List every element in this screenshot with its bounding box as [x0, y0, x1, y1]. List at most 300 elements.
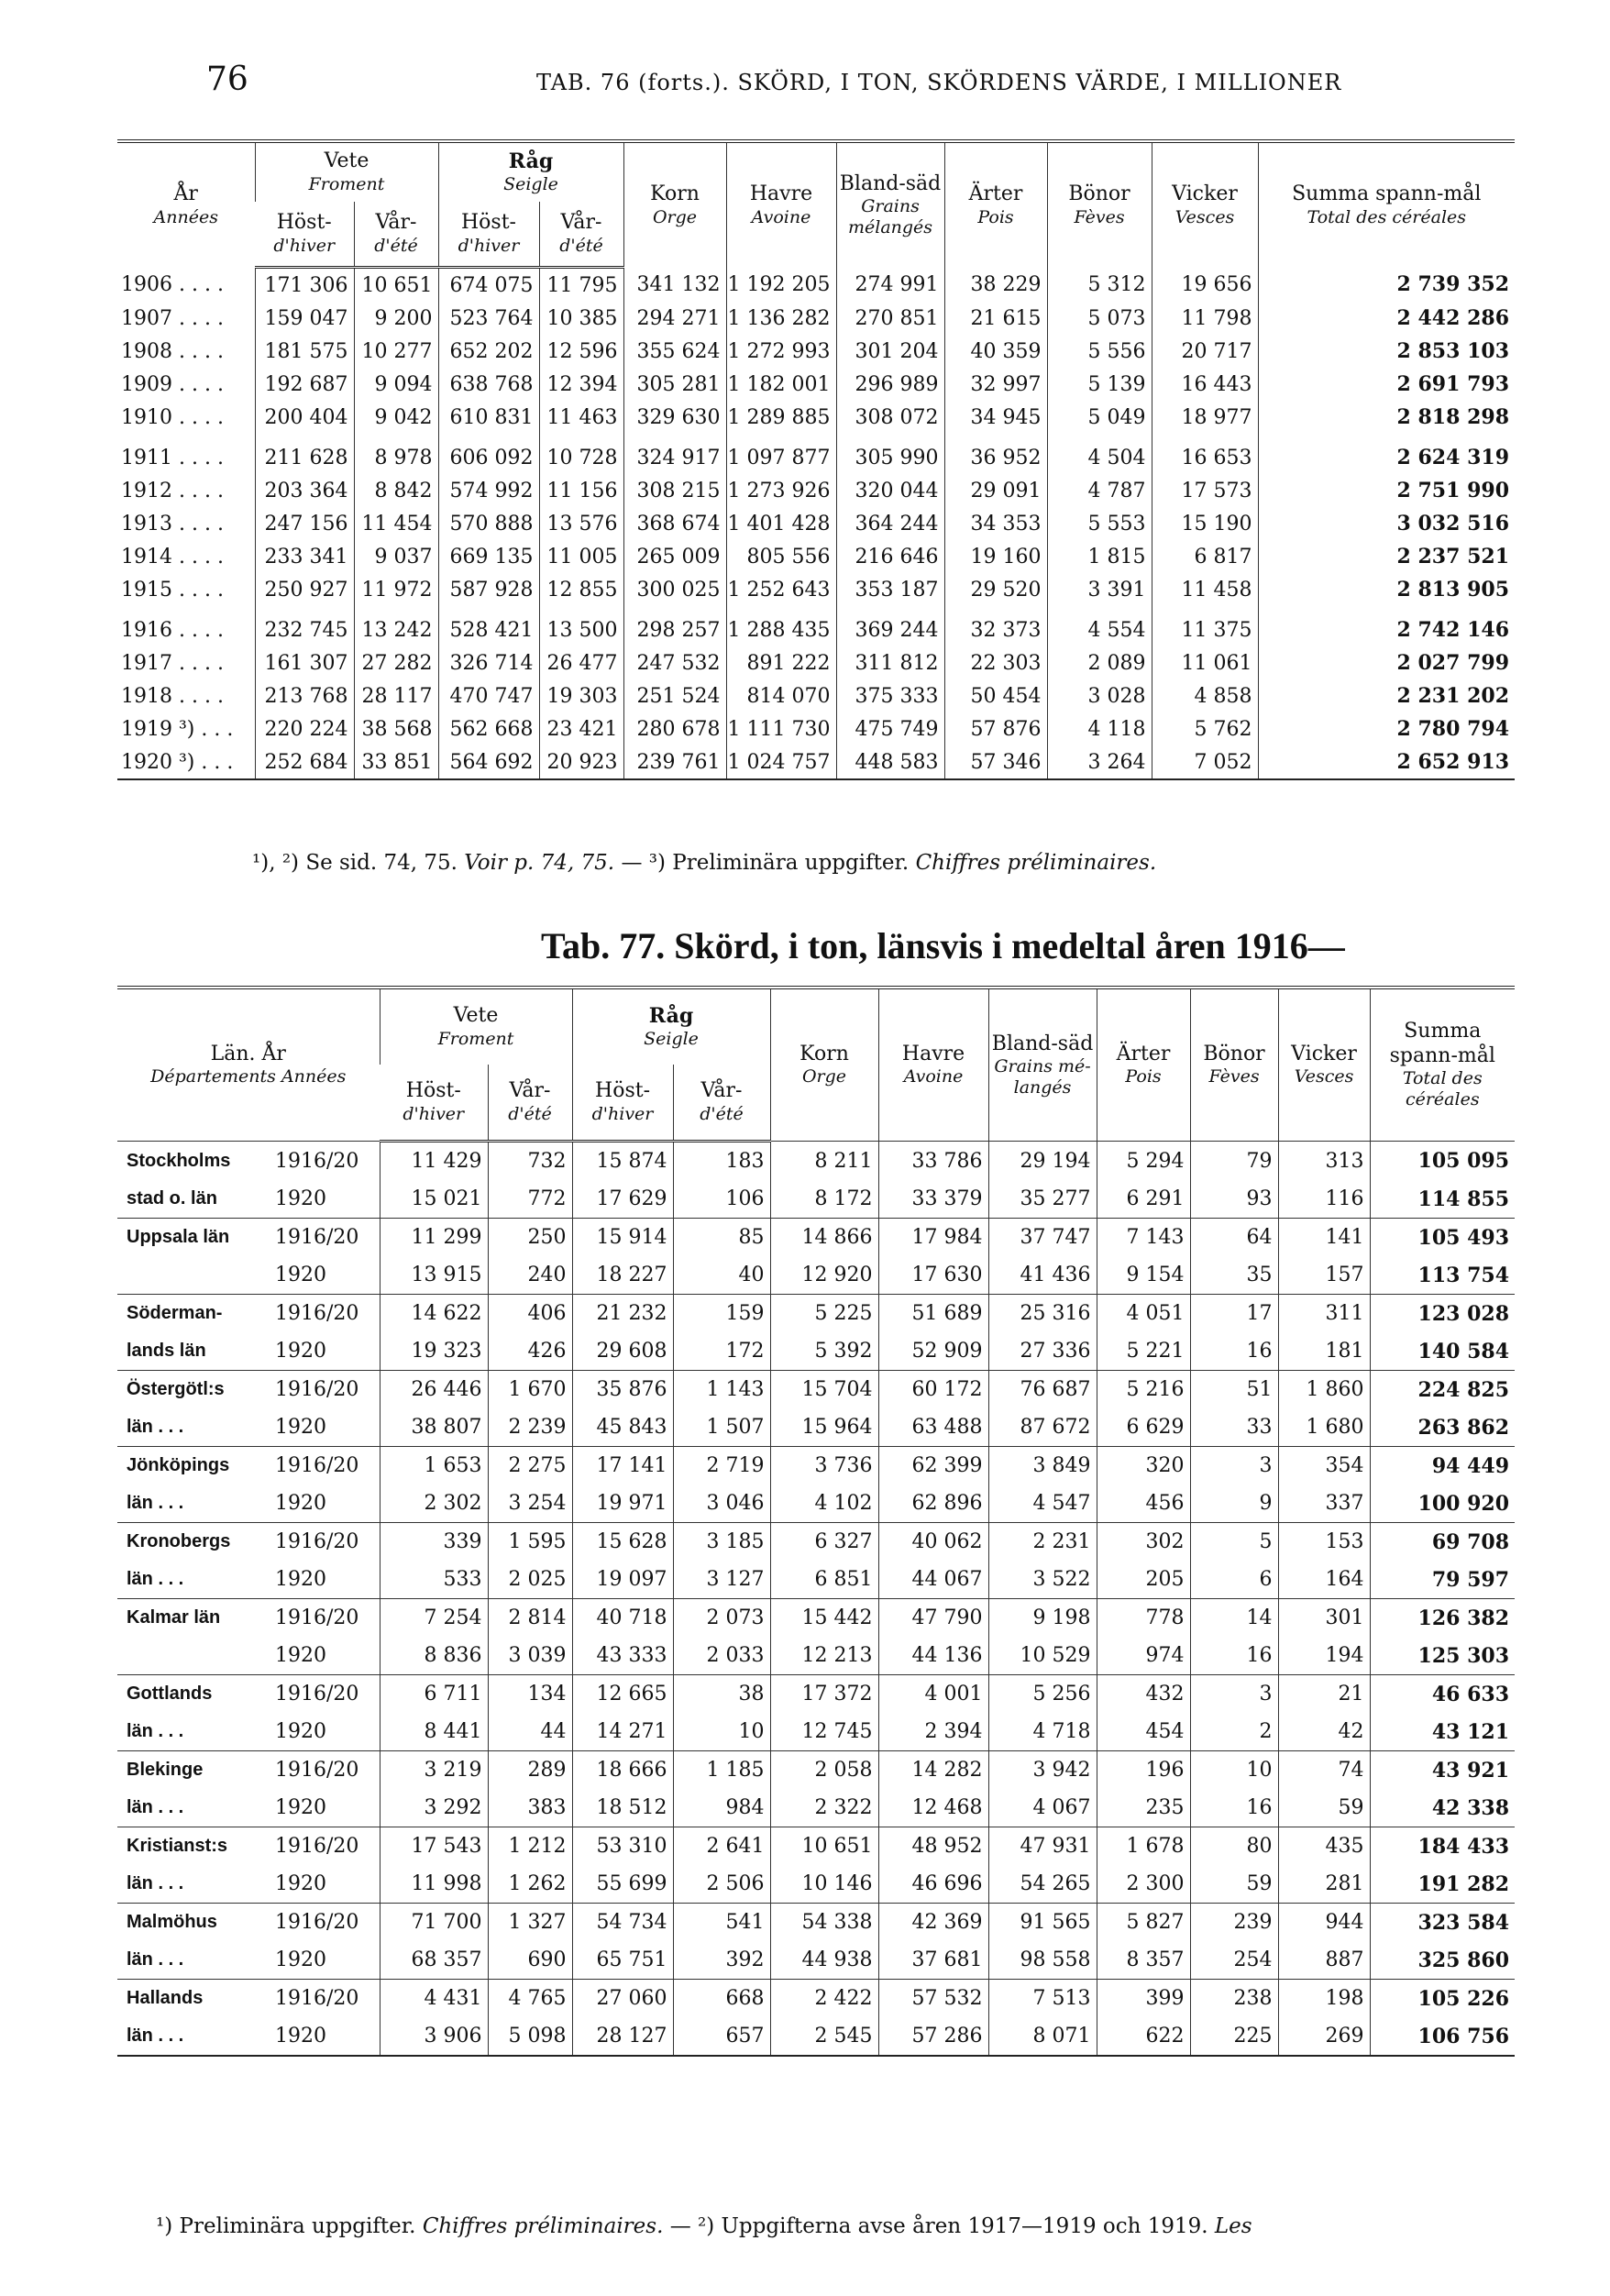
table-cell: 2 813 905 — [1258, 573, 1515, 606]
row-period: 1916/20 — [271, 1675, 380, 1714]
col-summa: Summa spann-mål Total des céréales — [1370, 988, 1515, 1142]
table-cell: 5 553 — [1047, 507, 1152, 540]
row-period: 1916/20 — [271, 1980, 380, 2018]
region-name: län . . . — [127, 1949, 184, 1970]
table-cell: 17 984 — [878, 1219, 988, 1257]
table-cell: 326 714 — [438, 646, 539, 679]
table-cell: 36 952 — [944, 434, 1047, 474]
table-cell: 587 928 — [438, 573, 539, 606]
region-name: lands län — [127, 1341, 206, 1361]
row-period: 1916/20 — [271, 1827, 380, 1866]
table-77-body — [117, 1142, 1515, 2057]
table-cell: 35 277 — [988, 1180, 1097, 1219]
table-cell: 57 286 — [878, 2017, 988, 2056]
table-cell: 19 323 — [380, 1332, 488, 1371]
table-cell: 68 357 — [380, 1941, 488, 1980]
table-cell: 44 938 — [770, 1941, 878, 1980]
table-cell: 94 449 — [1370, 1447, 1515, 1485]
table-77-title: Tab. 77. Skörd, i ton, länsvis i medeltal åren 1916— — [541, 925, 1345, 966]
table-cell: 183 — [673, 1142, 770, 1181]
table-cell: 1 670 — [488, 1371, 572, 1409]
region-name: Malmöhus — [117, 1904, 271, 1942]
table-row — [117, 1142, 1515, 1181]
table-cell: 71 700 — [380, 1904, 488, 1942]
table-cell: 51 689 — [878, 1295, 988, 1333]
table-cell: 383 — [488, 1789, 572, 1827]
table-cell: 254 — [1190, 1941, 1278, 1980]
table-cell: 105 493 — [1370, 1219, 1515, 1257]
table-cell: 944 — [1278, 1904, 1370, 1942]
table-cell: 33 786 — [878, 1142, 988, 1181]
table-cell: 14 282 — [878, 1751, 988, 1790]
table-cell: 305 281 — [623, 368, 726, 401]
table-cell: 153 — [1278, 1523, 1370, 1562]
table-cell: 47 790 — [878, 1599, 988, 1638]
table-cell: 528 421 — [438, 606, 539, 646]
table-cell: 233 341 — [255, 540, 354, 573]
table-cell: 27 282 — [354, 646, 438, 679]
table-cell: 63 488 — [878, 1408, 988, 1447]
table-cell: 11 463 — [539, 401, 623, 434]
table-cell: 2 742 146 — [1258, 606, 1515, 646]
table-cell: 52 909 — [878, 1332, 988, 1371]
table-cell: 4 718 — [988, 1713, 1097, 1751]
table-cell: 192 687 — [255, 368, 354, 401]
table-cell: 87 672 — [988, 1408, 1097, 1447]
table-cell: 17 — [1190, 1295, 1278, 1333]
table-row — [117, 1637, 1515, 1675]
region-name: Kalmar län — [117, 1599, 271, 1638]
table-cell: 974 — [1097, 1637, 1190, 1675]
table-cell: 1 401 428 — [726, 507, 836, 540]
table-row — [117, 540, 1515, 573]
table-cell: 2 033 — [673, 1637, 770, 1675]
table-cell: 7 143 — [1097, 1219, 1190, 1257]
table-cell: 251 524 — [623, 679, 726, 712]
table-cell: 4 787 — [1047, 474, 1152, 507]
table-cell: 11 795 — [539, 268, 623, 303]
table-cell: 574 992 — [438, 474, 539, 507]
row-period: 1916/20 — [271, 1599, 380, 1638]
table-cell: 329 630 — [623, 401, 726, 434]
row-year: 1911 . . . . — [121, 446, 224, 469]
table-cell: 1 262 — [488, 1865, 572, 1904]
table-cell: 181 575 — [255, 335, 354, 368]
table-cell: 12 665 — [572, 1675, 673, 1714]
table-cell: 2 089 — [1047, 646, 1152, 679]
table-cell: 1 327 — [488, 1904, 572, 1942]
table-cell: 17 543 — [380, 1827, 488, 1866]
table-cell: 313 — [1278, 1142, 1370, 1181]
table-cell: 38 229 — [944, 268, 1047, 303]
row-year: 1906 . . . . — [121, 272, 224, 296]
table-cell: 140 584 — [1370, 1332, 1515, 1371]
table-cell: 114 855 — [1370, 1180, 1515, 1219]
table-cell: 1 678 — [1097, 1827, 1190, 1866]
table-cell: 1 595 — [488, 1523, 572, 1562]
table-cell: 3 264 — [1047, 745, 1152, 779]
table-row — [117, 335, 1515, 368]
table-cell: 42 369 — [878, 1904, 988, 1942]
table-cell: 5 312 — [1047, 268, 1152, 303]
table-cell: 93 — [1190, 1180, 1278, 1219]
col-vete-var: Vår- d'été — [488, 1065, 572, 1142]
region-name: län . . . — [127, 1721, 184, 1741]
table-cell: 564 692 — [438, 745, 539, 779]
table-cell: 2 506 — [673, 1865, 770, 1904]
col-bonor: Bönor Fèves — [1047, 141, 1152, 268]
table-cell: 12 855 — [539, 573, 623, 606]
table-cell: 211 628 — [255, 434, 354, 474]
table-cell: 8 836 — [380, 1637, 488, 1675]
table-cell: 4 504 — [1047, 434, 1152, 474]
table-cell: 11 454 — [354, 507, 438, 540]
table-cell: 339 — [380, 1523, 488, 1562]
row-period: 1916/20 — [271, 1751, 380, 1790]
table-cell: 64 — [1190, 1219, 1278, 1257]
row-year: 1912 . . . . — [121, 479, 224, 502]
table-cell: 3 906 — [380, 2017, 488, 2056]
table-cell: 53 310 — [572, 1827, 673, 1866]
table-cell: 2 641 — [673, 1827, 770, 1866]
table-cell: 28 117 — [354, 679, 438, 712]
table-cell: 3 185 — [673, 1523, 770, 1562]
table-cell: 1 143 — [673, 1371, 770, 1409]
table-cell: 308 215 — [623, 474, 726, 507]
table-row — [117, 1523, 1515, 1562]
table-cell: 13 576 — [539, 507, 623, 540]
table-cell: 1 273 926 — [726, 474, 836, 507]
table-cell: 11 005 — [539, 540, 623, 573]
table-cell: 669 135 — [438, 540, 539, 573]
table-cell: 10 651 — [770, 1827, 878, 1866]
table-cell: 54 265 — [988, 1865, 1097, 1904]
table-cell: 59 — [1190, 1865, 1278, 1904]
table-cell: 203 364 — [255, 474, 354, 507]
table-cell: 448 583 — [836, 745, 944, 779]
table-cell: 100 920 — [1370, 1485, 1515, 1523]
table-cell: 196 — [1097, 1751, 1190, 1790]
table-cell: 270 851 — [836, 302, 944, 335]
table-cell: 34 353 — [944, 507, 1047, 540]
table-cell: 38 — [673, 1675, 770, 1714]
table-cell: 41 436 — [988, 1256, 1097, 1295]
table-cell: 29 520 — [944, 573, 1047, 606]
table-row — [117, 712, 1515, 745]
table-cell: 2 814 — [488, 1599, 572, 1638]
table-cell: 274 991 — [836, 268, 944, 303]
col-havre: Havre Avoine — [878, 988, 988, 1142]
table-cell: 1 289 885 — [726, 401, 836, 434]
region-name: Blekinge — [117, 1751, 271, 1790]
table-row — [117, 1751, 1515, 1790]
table-cell: 164 — [1278, 1561, 1370, 1599]
table-cell: 606 092 — [438, 434, 539, 474]
table-cell: 21 615 — [944, 302, 1047, 335]
table-cell: 252 684 — [255, 745, 354, 779]
col-bonor: Bönor Fèves — [1190, 988, 1278, 1142]
region-name: län . . . — [127, 1493, 184, 1513]
row-year: 1910 . . . . — [121, 405, 224, 429]
table-cell: 364 244 — [836, 507, 944, 540]
table-row — [117, 368, 1515, 401]
table-cell: 42 — [1278, 1713, 1370, 1751]
table-cell: 37 681 — [878, 1941, 988, 1980]
table-77 — [117, 986, 1515, 2057]
table-cell: 11 429 — [380, 1142, 488, 1181]
table-cell: 9 200 — [354, 302, 438, 335]
row-period: 1920 — [275, 1568, 326, 1591]
table-cell: 54 734 — [572, 1904, 673, 1942]
table-cell: 29 194 — [988, 1142, 1097, 1181]
table-cell: 353 187 — [836, 573, 944, 606]
table-cell: 55 699 — [572, 1865, 673, 1904]
table-cell: 355 624 — [623, 335, 726, 368]
table-cell: 325 860 — [1370, 1941, 1515, 1980]
table-cell: 3 254 — [488, 1485, 572, 1523]
table-cell: 3 391 — [1047, 573, 1152, 606]
table-row — [117, 474, 1515, 507]
table-row — [117, 1941, 1515, 1980]
table-cell: 220 224 — [255, 712, 354, 745]
table-cell: 44 067 — [878, 1561, 988, 1599]
table-cell: 8 978 — [354, 434, 438, 474]
table-cell: 116 — [1278, 1180, 1370, 1219]
table-cell: 805 556 — [726, 540, 836, 573]
table-cell: 2 751 990 — [1258, 474, 1515, 507]
table-cell: 263 862 — [1370, 1408, 1515, 1447]
table-cell: 29 608 — [572, 1332, 673, 1371]
table-cell: 33 — [1190, 1408, 1278, 1447]
table-cell: 533 — [380, 1561, 488, 1599]
region-name: län . . . — [127, 1569, 184, 1589]
table-cell: 3 849 — [988, 1447, 1097, 1485]
table-cell: 8 071 — [988, 2017, 1097, 2056]
table-cell: 6 327 — [770, 1523, 878, 1562]
table-cell: 14 866 — [770, 1219, 878, 1257]
table-cell: 6 291 — [1097, 1180, 1190, 1219]
table-cell: 5 — [1190, 1523, 1278, 1562]
table-cell: 10 — [1190, 1751, 1278, 1790]
table-cell: 1 272 993 — [726, 335, 836, 368]
table-cell: 181 — [1278, 1332, 1370, 1371]
table-cell: 10 529 — [988, 1637, 1097, 1675]
row-period: 1920 — [275, 1948, 326, 1971]
col-vete-host: Höst- d'hiver — [255, 202, 354, 268]
table-cell: 11 156 — [539, 474, 623, 507]
table-row — [117, 1219, 1515, 1257]
row-period: 1920 — [275, 2025, 326, 2048]
table-cell: 2 394 — [878, 1713, 988, 1751]
table-cell: 125 303 — [1370, 1637, 1515, 1675]
region-name — [117, 1637, 271, 1675]
table-row — [117, 1447, 1515, 1485]
row-year: 1913 . . . . — [121, 512, 224, 535]
row-period: 1920 — [275, 1644, 326, 1667]
table-cell: 16 653 — [1152, 434, 1258, 474]
table-cell: 11 998 — [380, 1865, 488, 1904]
table-cell: 80 — [1190, 1827, 1278, 1866]
table-row — [117, 745, 1515, 779]
table-cell: 470 747 — [438, 679, 539, 712]
table-cell: 40 062 — [878, 1523, 988, 1562]
table-76-body — [117, 268, 1515, 780]
table-cell: 11 798 — [1152, 302, 1258, 335]
table-cell: 690 — [488, 1941, 572, 1980]
table-cell: 5 098 — [488, 2017, 572, 2056]
col-vete: Vete Froment — [255, 141, 438, 202]
table-cell: 4 547 — [988, 1485, 1097, 1523]
table-cell: 21 — [1278, 1675, 1370, 1714]
table-cell: 454 — [1097, 1713, 1190, 1751]
col-year: År Années — [153, 182, 218, 227]
col-rag-var: Vår- d'été — [673, 1065, 770, 1142]
table-cell: 296 989 — [836, 368, 944, 401]
table-cell: 7 513 — [988, 1980, 1097, 2018]
table-cell: 235 — [1097, 1789, 1190, 1827]
table-cell: 8 172 — [770, 1180, 878, 1219]
table-row — [117, 1256, 1515, 1295]
col-arter: Ärter Pois — [1097, 988, 1190, 1142]
table-cell: 3 028 — [1047, 679, 1152, 712]
region-name: Gottlands — [117, 1675, 271, 1714]
table-cell: 11 458 — [1152, 573, 1258, 606]
table-cell: 7 052 — [1152, 745, 1258, 779]
table-cell: 18 512 — [572, 1789, 673, 1827]
table-cell: 6 711 — [380, 1675, 488, 1714]
table-cell: 4 001 — [878, 1675, 988, 1714]
table-cell: 305 990 — [836, 434, 944, 474]
table-cell: 12 394 — [539, 368, 623, 401]
col-arter: Ärter Pois — [944, 141, 1047, 268]
table-cell: 18 666 — [572, 1751, 673, 1790]
table-cell: 4 765 — [488, 1980, 572, 2018]
table-cell: 1 507 — [673, 1408, 770, 1447]
table-cell: 320 044 — [836, 474, 944, 507]
col-vicker: Vicker Vesces — [1278, 988, 1370, 1142]
table-cell: 475 749 — [836, 712, 944, 745]
table-cell: 301 — [1278, 1599, 1370, 1638]
table-cell: 159 — [673, 1295, 770, 1333]
table-cell: 15 442 — [770, 1599, 878, 1638]
table-cell: 123 028 — [1370, 1295, 1515, 1333]
table-cell: 16 — [1190, 1637, 1278, 1675]
table-cell: 48 952 — [878, 1827, 988, 1866]
page-title: TAB. 76 (forts.). SKÖRD, I TON, SKÖRDENS VÄRDE, I MILLIONER — [536, 70, 1342, 95]
table-cell: 17 372 — [770, 1675, 878, 1714]
table-cell: 8 357 — [1097, 1941, 1190, 1980]
table-cell: 562 668 — [438, 712, 539, 745]
table-cell: 106 756 — [1370, 2017, 1515, 2056]
table-cell: 3 127 — [673, 1561, 770, 1599]
table-cell: 300 025 — [623, 573, 726, 606]
table-cell: 406 — [488, 1295, 572, 1333]
table-cell: 5 073 — [1047, 302, 1152, 335]
table-cell: 51 — [1190, 1371, 1278, 1409]
table-cell: 1 185 — [673, 1751, 770, 1790]
table-cell: 9 154 — [1097, 1256, 1190, 1295]
table-cell: 59 — [1278, 1789, 1370, 1827]
table-cell: 2 237 521 — [1258, 540, 1515, 573]
table-cell: 311 — [1278, 1295, 1370, 1333]
table-cell: 10 385 — [539, 302, 623, 335]
region-name: Uppsala län — [117, 1219, 271, 1257]
table-cell: 172 — [673, 1332, 770, 1371]
table-cell: 13 500 — [539, 606, 623, 646]
table-cell: 17 141 — [572, 1447, 673, 1485]
table-cell: 79 — [1190, 1142, 1278, 1181]
table-cell: 1 097 877 — [726, 434, 836, 474]
row-period: 1920 — [275, 1872, 326, 1895]
table-cell: 44 136 — [878, 1637, 988, 1675]
table-cell: 46 696 — [878, 1865, 988, 1904]
table-cell: 2 322 — [770, 1789, 878, 1827]
table-cell: 368 674 — [623, 507, 726, 540]
region-name: Östergötl:s — [117, 1371, 271, 1409]
table-cell: 239 761 — [623, 745, 726, 779]
table-cell: 54 338 — [770, 1904, 878, 1942]
table-cell: 10 — [673, 1713, 770, 1751]
table-cell: 1 212 — [488, 1827, 572, 1866]
table-cell: 38 568 — [354, 712, 438, 745]
table-row — [117, 507, 1515, 540]
row-period: 1920 — [275, 1416, 326, 1439]
table-cell: 11 972 — [354, 573, 438, 606]
table-cell: 5 556 — [1047, 335, 1152, 368]
table-row — [117, 1827, 1515, 1866]
table-cell: 225 — [1190, 2017, 1278, 2056]
table-cell: 311 812 — [836, 646, 944, 679]
row-period: 1916/20 — [271, 1371, 380, 1409]
table-cell: 15 704 — [770, 1371, 878, 1409]
table-cell: 5 139 — [1047, 368, 1152, 401]
table-cell: 5 221 — [1097, 1332, 1190, 1371]
table-cell: 2 691 793 — [1258, 368, 1515, 401]
table-cell: 10 651 — [354, 268, 438, 303]
table-cell: 2 275 — [488, 1447, 572, 1485]
col-rag: Råg Seigle — [572, 988, 770, 1065]
table-cell: 62 896 — [878, 1485, 988, 1523]
table-cell: 2 719 — [673, 1447, 770, 1485]
table-cell: 1 136 282 — [726, 302, 836, 335]
table-cell: 984 — [673, 1789, 770, 1827]
row-period: 1920 — [275, 1187, 326, 1210]
row-period: 1920 — [275, 1492, 326, 1515]
table-cell: 2 239 — [488, 1408, 572, 1447]
table-row — [117, 1599, 1515, 1638]
table-cell: 302 — [1097, 1523, 1190, 1562]
table-cell: 1 815 — [1047, 540, 1152, 573]
table-cell: 29 091 — [944, 474, 1047, 507]
table-cell: 1 860 — [1278, 1371, 1370, 1409]
table-cell: 45 843 — [572, 1408, 673, 1447]
col-vete: Vete Froment — [380, 988, 572, 1065]
table-cell: 887 — [1278, 1941, 1370, 1980]
table-row — [117, 434, 1515, 474]
table-cell: 6 629 — [1097, 1408, 1190, 1447]
table-cell: 341 132 — [623, 268, 726, 303]
table-cell: 8 842 — [354, 474, 438, 507]
table-cell: 38 807 — [380, 1408, 488, 1447]
table-row — [117, 646, 1515, 679]
table-cell: 4 118 — [1047, 712, 1152, 745]
table-cell: 5 256 — [988, 1675, 1097, 1714]
table-cell: 10 277 — [354, 335, 438, 368]
table-cell: 12 596 — [539, 335, 623, 368]
table-cell: 15 874 — [572, 1142, 673, 1181]
table-cell: 3 942 — [988, 1751, 1097, 1790]
table-cell: 44 — [488, 1713, 572, 1751]
